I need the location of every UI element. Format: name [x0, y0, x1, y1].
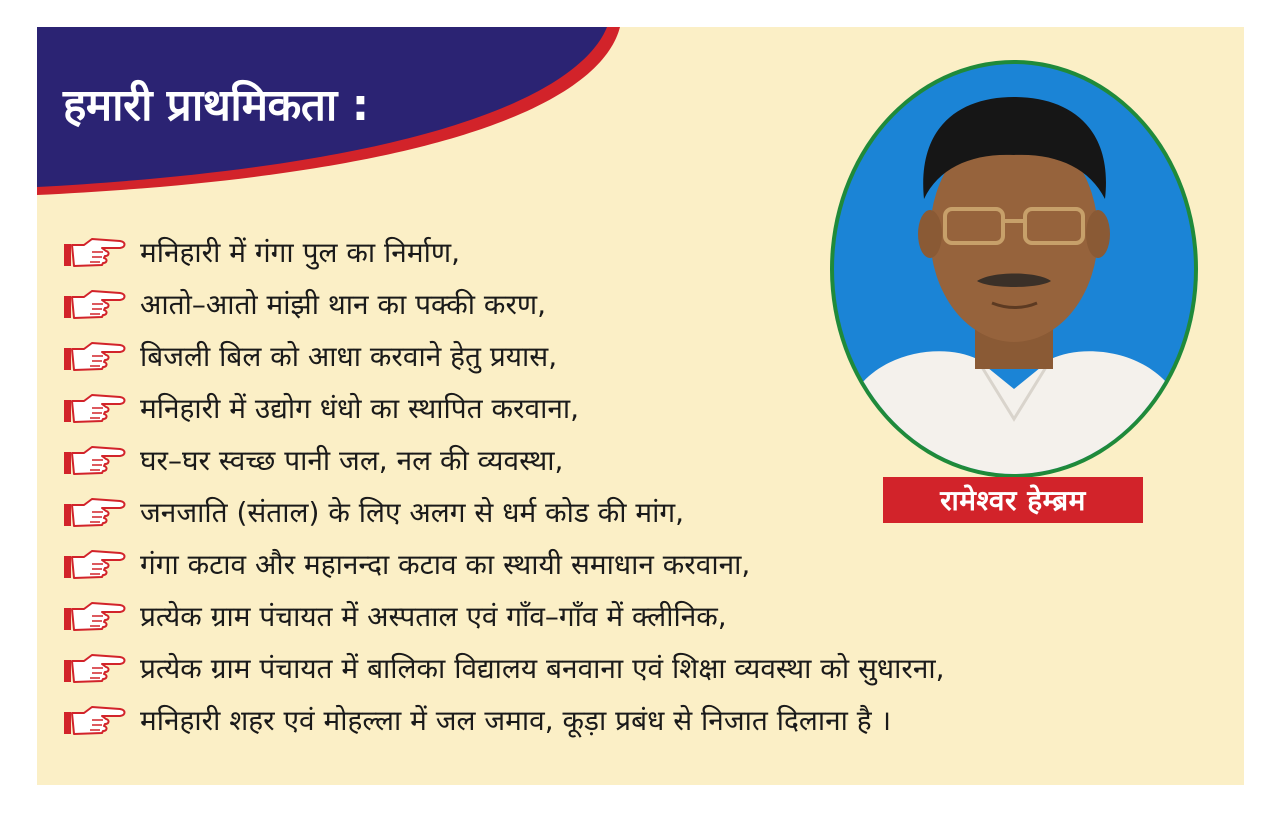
pointing-hand-icon: [62, 287, 132, 321]
pointing-hand-icon: [62, 235, 132, 269]
priority-list: [62, 226, 945, 746]
priority-text: घर–घर स्वच्छ पानी जल, नल की व्यवस्था,: [140, 444, 564, 477]
list-item: [62, 590, 945, 642]
priority-text: जनजाति (संताल) के लिए अलग से धर्म कोड की मांग,: [140, 496, 685, 529]
priority-text: बिजली बिल को आधा करवाने हेतु प्रयास,: [140, 340, 558, 373]
priority-text: मनिहारी में उद्योग धंधो का स्थापित करवाना,: [140, 392, 580, 425]
pointing-hand-icon: [62, 703, 132, 737]
list-item: [62, 642, 945, 694]
list-item: [62, 382, 945, 434]
pointing-hand-icon: [62, 443, 132, 477]
candidate-portrait: [827, 59, 1202, 479]
list-item: [62, 278, 945, 330]
priority-text: प्रत्येक ग्राम पंचायत में बालिका विद्यालय बनवाना एवं शिक्षा व्यवस्था को सुधारना,: [140, 652, 945, 685]
priority-text: प्रत्येक ग्राम पंचायत में अस्पताल एवं गाँव–गाँव में क्लीनिक,: [140, 600, 727, 633]
pointing-hand-icon: [62, 391, 132, 425]
list-item: [62, 694, 945, 746]
pointing-hand-icon: [62, 547, 132, 581]
page-title: हमारी प्राथमिकता :: [63, 80, 369, 131]
list-item: [62, 434, 945, 486]
pointing-hand-icon: [62, 599, 132, 633]
list-item: [62, 330, 945, 382]
list-item: [62, 226, 945, 278]
pointing-hand-icon: [62, 495, 132, 529]
candidate-name: रामेश्वर हेम्ब्रम: [883, 477, 1143, 523]
list-item: [62, 538, 945, 590]
priority-text: मनिहारी में गंगा पुल का निर्माण,: [140, 236, 460, 269]
pointing-hand-icon: [62, 339, 132, 373]
pointing-hand-icon: [62, 651, 132, 685]
priority-text: गंगा कटाव और महानन्दा कटाव का स्थायी समाधान करवाना,: [140, 548, 751, 581]
priority-text: मनिहारी शहर एवं मोहल्ला में जल जमाव, कूड़ा प्रबंध से निजात दिलाना है ।: [140, 704, 892, 737]
list-item: [62, 486, 945, 538]
priority-text: आतो–आतो मांझी थान का पक्की करण,: [140, 288, 547, 321]
priority-poster: [37, 27, 1244, 785]
